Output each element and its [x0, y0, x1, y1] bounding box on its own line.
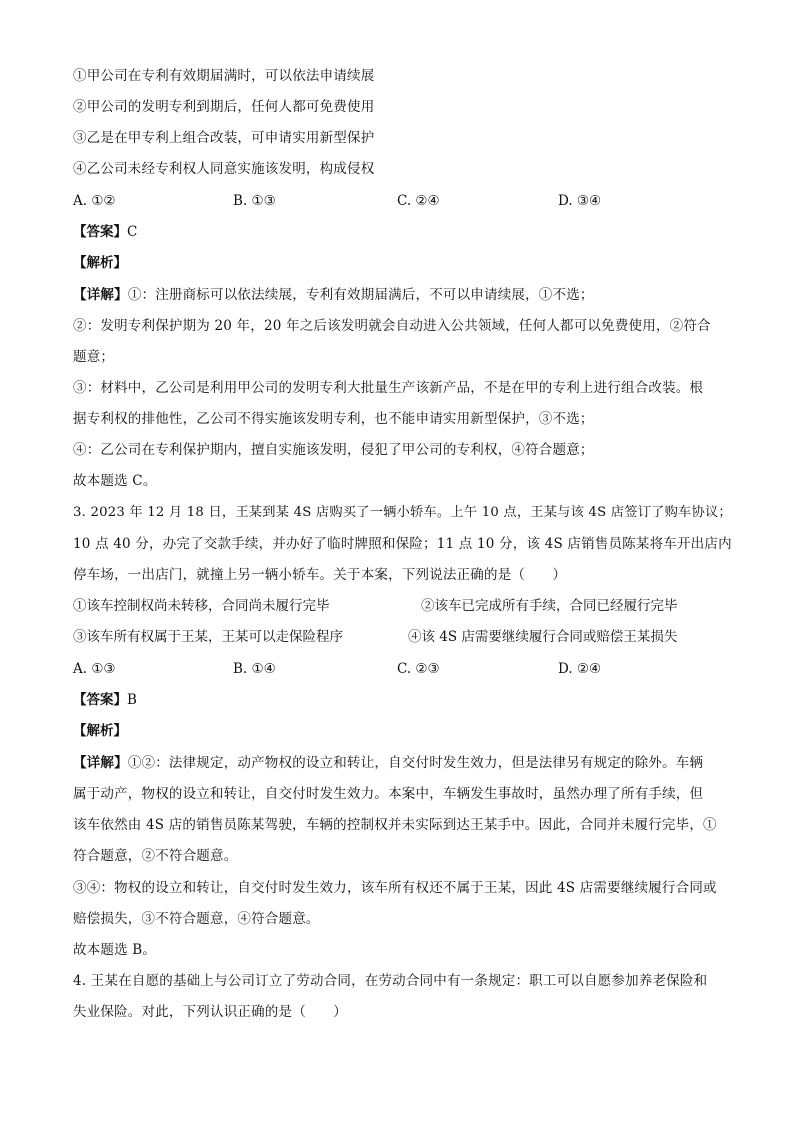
option-d: D. ③④ — [558, 193, 602, 209]
q3-detail-line: ③④：物权的设立和转让，自交付时发生效力，该车所有权还不属于王某，因此 4S 店需要继续履行合同或 — [73, 880, 717, 896]
q3-detail-line: 该车依然由 4S 店的销售员陈某驾驶，车辆的控制权并未实际到达王某手中。因此，合同并未履行完毕，① — [73, 817, 717, 833]
q2-options — [73, 192, 733, 210]
q3-detail-line: 符合题意，②不符合题意。 — [73, 848, 238, 864]
q2-detail-line: 据专利权的排他性，乙公司不得实施该发明专利，也不能申请实用新型保护，③不选； — [73, 411, 594, 427]
option-c: C. ②④ — [397, 193, 440, 209]
q2-statement: ①甲公司在专利有效期届满时，可以依法申请续展 — [73, 68, 375, 84]
option-b: B. ①④ — [233, 661, 276, 677]
detail-text: ①：注册商标可以依法续展，专利有效期届满后，不可以申请续展，①不选； — [127, 287, 594, 303]
q3-statement: ④该 4S 店需要继续履行合同或赔偿王某损失 — [408, 629, 678, 645]
option-b: B. ①③ — [233, 193, 276, 209]
q4-stem-line: 失业保险。对此，下列认识正确的是（ ） — [73, 1004, 347, 1020]
option-a: A. ①③ — [73, 661, 116, 677]
analysis-label: 【解析】 — [73, 255, 127, 271]
q2-statement: ②甲公司的发明专利到期后，任何人都可免费使用 — [73, 99, 375, 115]
q3-detail-line — [73, 754, 703, 772]
detail-label: 【详解】 — [73, 287, 128, 303]
answer-label: 【答案】 — [73, 224, 127, 240]
analysis-label: 【解析】 — [73, 723, 127, 739]
q2-statement: ④乙公司未经专利权人同意实施该发明，构成侵权 — [73, 161, 375, 177]
q2-detail-line: ③：材料中，乙公司是利用甲公司的发明专利大批量生产该新产品，不是在甲的专利上进行组合改装。根 — [73, 380, 704, 396]
q2-detail-line: 故本题选 C。 — [73, 473, 157, 489]
answer-label: 【答案】 — [73, 692, 127, 708]
option-a: A. ①② — [73, 193, 116, 209]
q2-detail-line: ②：发明专利保护期为 20 年，20 年之后该发明就会自动进入公共领域，任何人都可以免费使用，②符合 — [73, 318, 711, 334]
q3-detail-line: 属于动产，物权的设立和转让，自交付时发生效力。本案中，车辆发生事故时，虽然办理了所有手续，但 — [73, 786, 704, 802]
option-c: C. ②③ — [397, 661, 440, 677]
q2-detail-line — [73, 286, 594, 304]
q2-statement: ③乙是在甲专利上组合改装，可申请实用新型保护 — [73, 130, 375, 146]
q4-stem-line: 4. 王某在自愿的基础上与公司订立了劳动合同，在劳动合同中有一条规定：职工可以自愿参加养老保险和 — [73, 973, 708, 989]
detail-text: ①②：法律规定，动产物权的设立和转让，自交付时发生效力，但是法律另有规定的除外。车辆 — [127, 755, 704, 771]
q3-answer — [73, 691, 137, 709]
q2-analysis-label — [73, 254, 127, 272]
q3-statement: ①该车控制权尚未转移，合同尚未履行完毕 — [73, 598, 330, 614]
q3-statement-row — [73, 597, 733, 615]
q2-answer — [73, 223, 137, 241]
q3-statement: ③该车所有权属于王某，王某可以走保险程序 — [73, 629, 343, 645]
q3-detail-line: 赔偿损失，③不符合题意，④符合题意。 — [73, 911, 320, 927]
q3-options — [73, 660, 733, 678]
q3-stem-line: 3. 2023 年 12 月 18 日，王某到某 4S 店购买了一辆小轿车。上午 10 点，王某与该 4S 店签订了购车协议； — [73, 505, 732, 520]
detail-label: 【详解】 — [73, 755, 128, 771]
answer-value: C — [127, 224, 138, 240]
q3-stem-line: 10 点 40 分，办完了交款手续，并办好了临时牌照和保险；11 点 10 分，该 4S 店销售员陈某将车开出店内 — [73, 536, 732, 552]
q2-detail-line: ④：乙公司在专利保护期内，擅自实施该发明，侵犯了甲公司的专利权，④符合题意； — [73, 442, 594, 458]
q2-detail-line: 题意； — [73, 349, 115, 365]
answer-value: B — [127, 692, 137, 708]
q3-stem-line: 停车场，一出店门，就撞上另一辆小轿车。关于本案，下列说法正确的是（ ） — [73, 567, 567, 583]
q3-statement-row — [73, 628, 733, 646]
q3-analysis-label — [73, 722, 127, 740]
option-d: D. ②④ — [558, 661, 602, 677]
q3-statement: ②该车已完成所有手续，合同已经履行完毕 — [421, 598, 678, 614]
q3-detail-line: 故本题选 B。 — [73, 942, 157, 958]
